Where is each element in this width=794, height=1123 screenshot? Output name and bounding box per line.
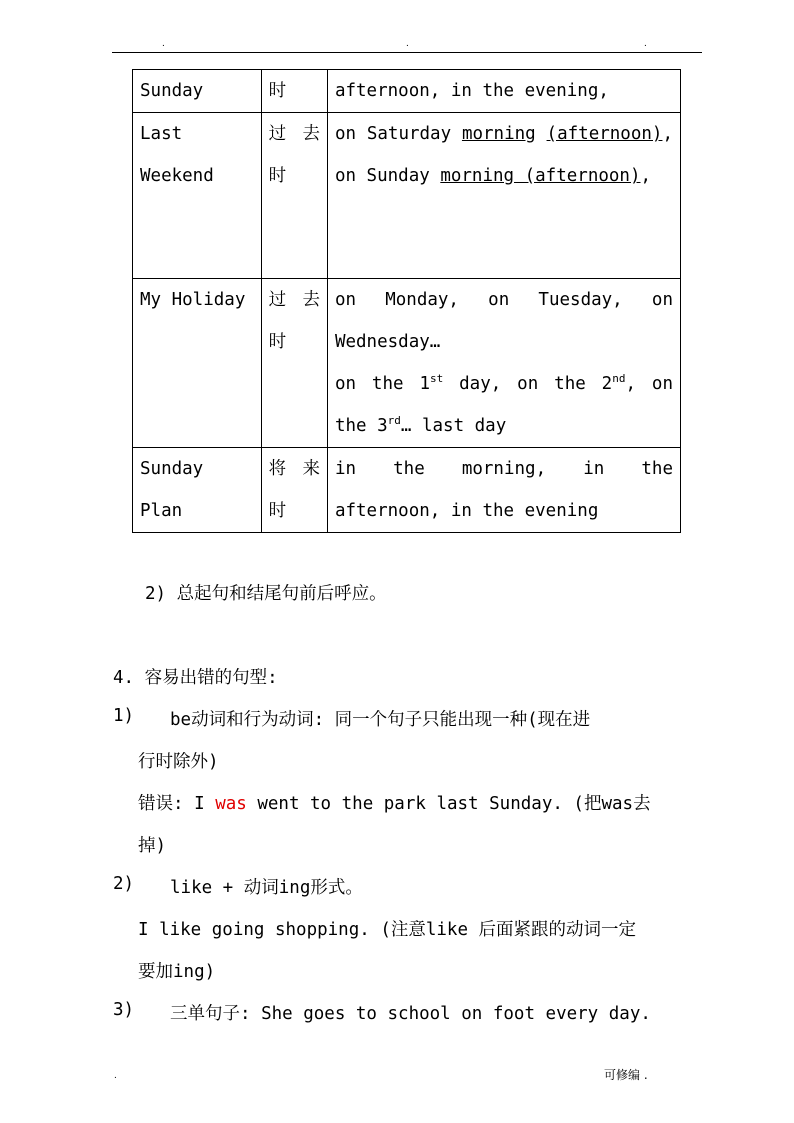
error-pre: I <box>194 794 205 814</box>
tense-cell: 过去时 <box>261 279 327 448</box>
error-post: went to the park last Sunday. (把was去 <box>257 794 651 814</box>
header-rule <box>112 52 702 53</box>
content-line: on the 1st day, on the 2nd, on <box>334 372 673 394</box>
error-label: 错误: <box>138 794 184 814</box>
tense-table <box>132 69 681 533</box>
table-row <box>133 113 681 279</box>
content-cell: in the morning, in the afternoon, in the evening <box>327 448 680 533</box>
header-mark: . <box>644 38 647 49</box>
section-4-title: 4. 容易出错的句型: <box>113 668 278 688</box>
topic-cell: My Holiday <box>133 279 262 448</box>
header-mark: . <box>162 38 165 49</box>
topic-cell: Sunday <box>133 70 262 113</box>
content-line: on Saturday morning (afternoon), <box>334 124 673 144</box>
item-2-example: I like going shopping. (注意like 后面紧跟的动词一定 <box>138 920 637 940</box>
tense-cell: 时 <box>261 70 327 113</box>
content-cell <box>327 279 680 448</box>
table-row <box>133 279 681 448</box>
item-3-text: 三单句子: She goes to school on foot every day. <box>170 1004 651 1024</box>
item-1-number: 1) <box>113 706 135 726</box>
content-line: on Sunday morning (afternoon), <box>334 166 652 186</box>
item-2-text: like + 动词ing形式。 <box>170 878 363 898</box>
item-1-text-cont: 行时除外) <box>138 752 219 772</box>
point-2: 2) 总起句和结尾句前后呼应。 <box>145 584 387 604</box>
content-line: Wednesday… <box>334 332 441 352</box>
item-1-error <box>138 790 651 815</box>
content-line: the 3rd… last day <box>334 414 507 436</box>
item-3-number: 3) <box>113 1000 135 1020</box>
item-1-text: be动词和行为动词: 同一个句子只能出现一种(现在进 <box>170 710 591 730</box>
footer-mark: . <box>114 1070 117 1081</box>
item-2-number: 2) <box>113 874 135 894</box>
topic-cell: Sunday Plan <box>133 448 262 533</box>
topic-cell: Last Weekend <box>133 113 262 279</box>
item-1-error-cont: 掉) <box>138 836 167 856</box>
table-row <box>133 70 681 113</box>
tense-cell: 过去时 <box>261 113 327 279</box>
content-line: on Monday, on Tuesday, on <box>334 290 673 310</box>
item-2-example-cont: 要加ing) <box>138 962 216 982</box>
footer-text: 可修编 . <box>604 1068 648 1082</box>
tense-cell: 将来时 <box>261 448 327 533</box>
header-mark: . <box>406 38 409 49</box>
content-cell <box>327 113 680 279</box>
content-cell: afternoon, in the evening, <box>327 70 680 113</box>
table-row <box>133 448 681 533</box>
error-word: was <box>215 794 247 814</box>
